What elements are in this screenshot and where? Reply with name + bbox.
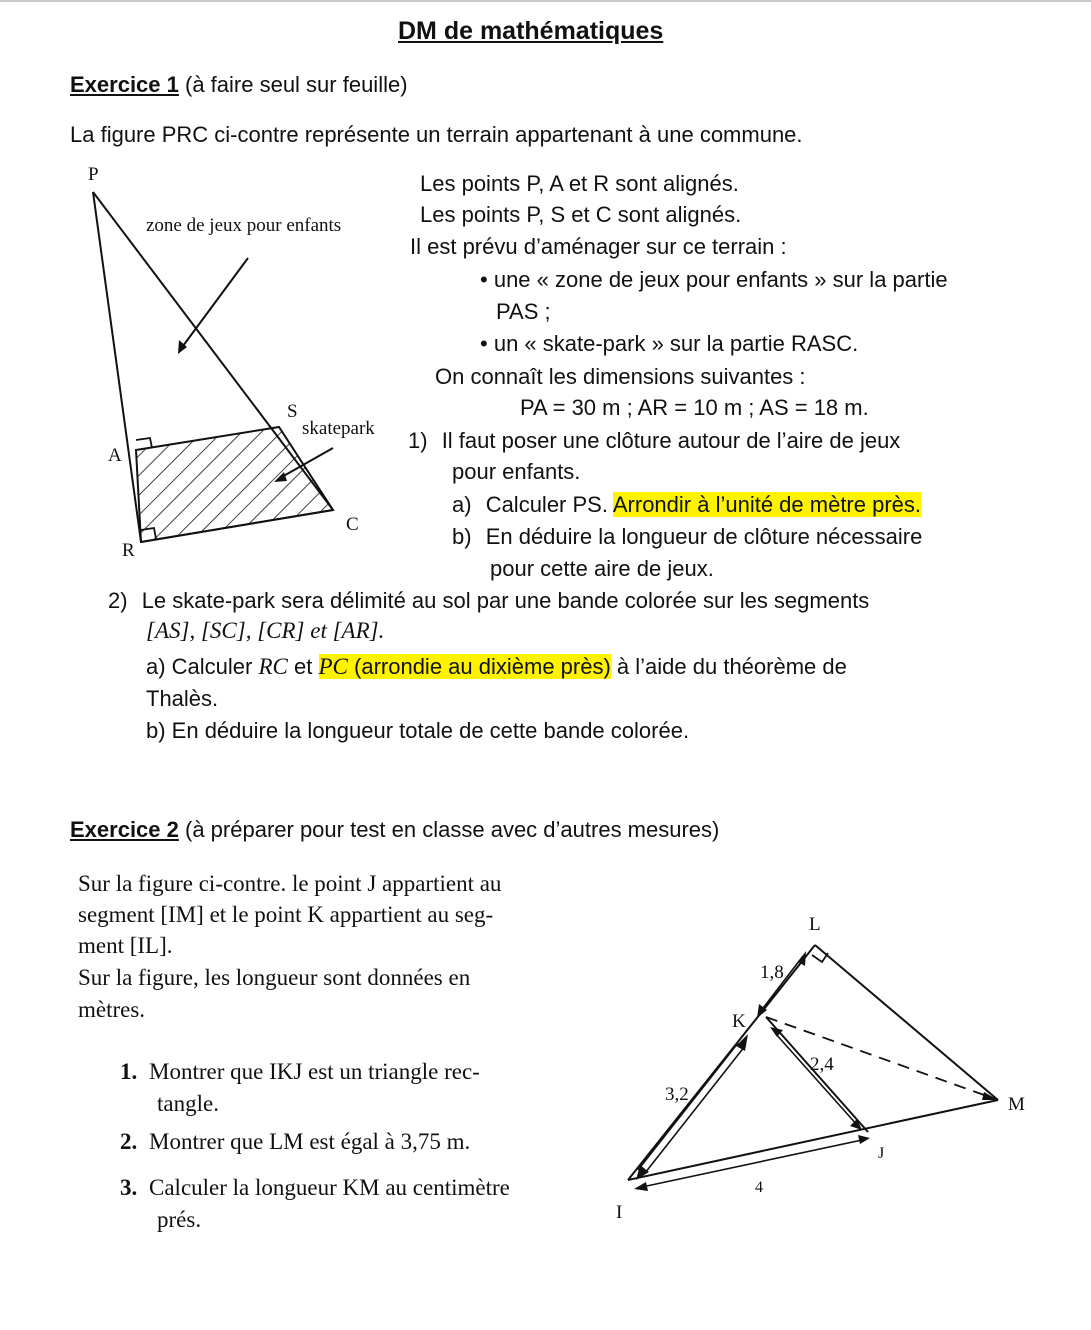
right-angle-a bbox=[136, 438, 152, 448]
label-l: L bbox=[809, 914, 821, 935]
ex2-para-line-4: Sur la figure, les longueur sont données en bbox=[78, 965, 471, 990]
ex2-item-3 bbox=[120, 1172, 510, 1203]
question-1a-text: Calculer PS. bbox=[485, 492, 608, 517]
question-1b-text-cont: pour cette aire de jeux. bbox=[490, 556, 714, 581]
label-i: I bbox=[616, 1202, 623, 1223]
ex2-item-3-text: Calculer la longueur KM au centimètre bbox=[149, 1175, 510, 1200]
question-1a bbox=[452, 490, 921, 520]
segment-lm bbox=[815, 945, 998, 1100]
question-2a-post: à l’aide du théorème de bbox=[616, 654, 847, 679]
question-1a-highlight: Arrondir à l’unité de mètre près. bbox=[612, 492, 922, 517]
skatepark-area bbox=[136, 427, 333, 542]
label-kj-length: 2,4 bbox=[810, 1054, 834, 1075]
dim-ij-arrow-j bbox=[858, 1135, 870, 1144]
figure-prc bbox=[0, 150, 410, 570]
figure-iml bbox=[600, 900, 1060, 1230]
exercise-2-heading bbox=[70, 815, 719, 845]
ex2-para-line-5: mètres. bbox=[78, 997, 146, 1022]
question-1b-label: b) bbox=[452, 524, 472, 549]
question-1b-text: En déduire la longueur de clôture nécessaire bbox=[485, 524, 923, 549]
exercise-2-note: (à préparer pour test en classe avec d’autres mesures) bbox=[185, 817, 720, 842]
page-title: DM de mathématiques bbox=[398, 17, 664, 45]
label-s: S bbox=[287, 401, 298, 422]
question-2a-pre: a) Calculer bbox=[146, 654, 253, 679]
label-skatepark: skatepark bbox=[302, 418, 375, 439]
ex2-item-1-text: Montrer que IKJ est un triangle rec- bbox=[149, 1059, 480, 1084]
ex2-item-3-cont: prés. bbox=[157, 1207, 202, 1232]
dim-ij-line bbox=[642, 1140, 862, 1187]
ex2-item-2-text: Montrer que LM est égal à 3,75 m. bbox=[149, 1129, 471, 1154]
top-border bbox=[0, 0, 1091, 2]
label-r: R bbox=[122, 540, 135, 561]
question-2-num: 2) bbox=[108, 588, 128, 613]
question-2-text: Le skate-park sera délimité au sol par une bande colorée sur les segments bbox=[141, 588, 870, 613]
exercise-1-heading bbox=[70, 70, 408, 100]
question-2 bbox=[108, 586, 869, 616]
ex2-item-3-num: 3. bbox=[120, 1175, 138, 1200]
bullet-zone-jeux: • une « zone de jeux pour enfants » sur la partie bbox=[480, 267, 948, 292]
question-2-segments: [AS], [SC], [CR] et [AR]. bbox=[146, 618, 385, 643]
bullet-skate: • un « skate-park » sur la partie RASC. bbox=[480, 331, 859, 356]
question-1 bbox=[408, 426, 900, 456]
label-ik-length: 3,2 bbox=[665, 1084, 689, 1105]
label-ij-length: 4 bbox=[755, 1179, 763, 1196]
bullet-zone-jeux-cont: PAS ; bbox=[496, 299, 551, 324]
question-1b bbox=[452, 522, 922, 552]
ex2-para-line-2: segment [IM] et le point K appartient au seg- bbox=[78, 902, 494, 927]
label-p: P bbox=[88, 164, 99, 185]
label-j: J bbox=[878, 1145, 885, 1162]
question-2a-cont: Thalès. bbox=[146, 686, 219, 711]
zone-pointer-line bbox=[180, 258, 248, 350]
segment-km-dashed bbox=[766, 1017, 998, 1100]
dim-kj-arrow-k bbox=[770, 1027, 783, 1037]
question-2a-hl-text: (arrondie au dixième près) bbox=[354, 654, 611, 679]
ex2-item-2 bbox=[120, 1126, 470, 1157]
question-2a-mid: et bbox=[294, 654, 313, 679]
line-palignes: Les points P, A et R sont alignés. bbox=[420, 171, 739, 196]
question-2b: b) En déduire la longueur totale de cette bande colorée. bbox=[146, 718, 690, 743]
ex2-para-line-3: ment [IL]. bbox=[78, 933, 173, 958]
question-2a-highlight bbox=[319, 654, 611, 679]
question-1-num: 1) bbox=[408, 428, 428, 453]
dim-kj-line bbox=[775, 1033, 858, 1126]
exercise-1-title: Exercice 1 bbox=[70, 72, 179, 97]
question-1a-label: a) bbox=[452, 492, 472, 517]
question-2a bbox=[146, 652, 847, 682]
label-zone-jeux: zone de jeux pour enfants bbox=[146, 215, 342, 236]
dims-intro: On connaît les dimensions suivantes : bbox=[435, 364, 806, 389]
ex2-item-1-num: 1. bbox=[120, 1059, 138, 1084]
ex2-para-line-1: Sur la figure ci-contre. le point J appartient au bbox=[78, 871, 502, 896]
bullet-skate-text: un « skate-park » sur la partie RASC. bbox=[493, 331, 859, 356]
dims-values: PA = 30 m ; AR = 10 m ; AS = 18 m. bbox=[520, 395, 869, 420]
line-prevu: Il est prévu d’aménager sur ce terrain : bbox=[410, 234, 787, 259]
question-1-text: Il faut poser une clôture autour de l’aire de jeux bbox=[441, 428, 901, 453]
ex2-item-1 bbox=[120, 1056, 480, 1087]
exercise-1-note: (à faire seul sur feuille) bbox=[185, 72, 408, 97]
label-kl-length: 1,8 bbox=[760, 962, 784, 983]
dim-ik-line-2 bbox=[645, 1046, 745, 1173]
bullet-zone-jeux-text: une « zone de jeux pour enfants » sur la partie bbox=[493, 267, 948, 292]
dim-ij-arrow-i bbox=[634, 1182, 648, 1191]
dim-ik-line-1 bbox=[638, 1043, 738, 1170]
exercise-2-title: Exercice 2 bbox=[70, 817, 179, 842]
line-psc-alignes: Les points P, S et C sont alignés. bbox=[420, 202, 742, 227]
question-2a-pc: PC bbox=[318, 654, 348, 679]
ex2-item-2-num: 2. bbox=[120, 1129, 138, 1154]
label-c: C bbox=[346, 514, 359, 535]
question-2a-rc: RC bbox=[258, 654, 288, 679]
question-1-text-cont: pour enfants. bbox=[452, 459, 581, 484]
label-a: A bbox=[108, 445, 122, 466]
exercise-1-intro: La figure PRC ci-contre représente un terrain appartenant à une commune. bbox=[70, 122, 803, 147]
label-m: M bbox=[1008, 1094, 1025, 1115]
ex2-item-1-cont: tangle. bbox=[157, 1091, 219, 1116]
label-k: K bbox=[732, 1011, 746, 1032]
